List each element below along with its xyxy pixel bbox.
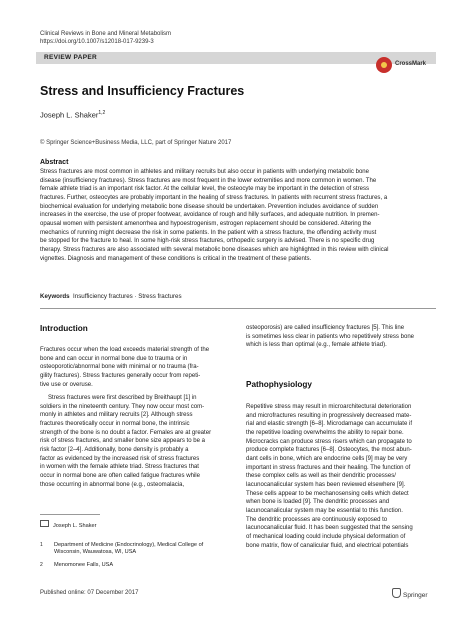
publisher-logo [392, 588, 428, 599]
text-line: produce complete fractures [6–8]. Osteocytes, the most abun- [246, 447, 412, 454]
published-date: Published online: 07 December 2017 [40, 590, 139, 596]
abstract-line: therapy. Stress fractures are also associated with several metabolic bone diseases which are highlighted in this review with clinical [40, 246, 389, 253]
section-label: REVIEW PAPER [44, 54, 97, 61]
journal-header [40, 30, 171, 46]
text-line: Fractures occur when the load exceeds material strength of the [40, 347, 210, 353]
footnote-line: Department of Medicine (Endocrinology), Medical College of [54, 542, 204, 548]
correspondence-line [40, 520, 97, 530]
abstract-line: increases in the exercise, the use of proper footwear, avoidance of rough and hilly surfaces, and adequate nutrition. In premen- [40, 212, 380, 219]
text-line: tive use or overuse. [40, 381, 93, 388]
text-line: the repetitive loading overwhelms the ability to repair bone. [246, 429, 404, 436]
publisher-name: Springer [403, 592, 428, 599]
correspondence-author: Joseph L. Shaker [53, 523, 97, 529]
text-line: osteoporotic/abnormal bone with minimal or no trauma (fra- [40, 364, 199, 371]
copyright-notice: © Springer Science+Business Media, LLC, part of Springer Nature 2017 [40, 140, 232, 146]
text-line: osteoporosis) are called insufficiency fractures [5]. This line [246, 325, 405, 331]
text-line: occur in normal bone are often called fatigue fractures while [40, 472, 200, 479]
keywords-text: Insufficiency fractures · Stress fractures [73, 293, 182, 300]
text-line: Repetitive stress may result in microarchitectural deterioration [246, 404, 412, 410]
abstract-line: biochemical evaluation for underlying metabolic bone disease should be undertaken. Prevention includes avoidance of sudden [40, 203, 379, 210]
abstract-heading: Abstract [40, 159, 69, 166]
author-line [40, 110, 105, 120]
text-line: soldiers in the nineteenth century. They now occur most com- [40, 403, 205, 410]
crossmark-badge[interactable] [376, 55, 436, 77]
footnote-line: Wisconsin, Wauwatosa, WI, USA [54, 549, 137, 556]
text-line: is sometimes less clear in patients who repetitively stress bone [246, 333, 415, 340]
abstract-line: be stopped for the fracture to heal. In some high-risk stress fractures, orthopedic surgery is advised. There is no specific drug [40, 238, 375, 245]
email-icon[interactable] [40, 520, 49, 527]
affiliation-marks: 1,2 [98, 110, 106, 116]
keywords-label: Keywords [40, 293, 70, 300]
text-line: lacunocanalicular system may be essential to this function. [246, 507, 403, 514]
text-line: strength of the bone is no doubt a factor. Females are at greater [40, 429, 212, 436]
text-line: important in stress fractures and their healing. The function of [246, 464, 411, 471]
text-line: and microfractures resulting in progressively decreased mate- [246, 412, 412, 419]
abstract-line: female athlete triad is an important risk factor. At the cellular level, the osteocyte may be important in the detection of stress [40, 186, 370, 193]
pathophysiology-paragraph [246, 403, 438, 550]
text-line: bone matrix, flow of canalicular fluid, and electrical potentials [246, 542, 409, 549]
abstract-line: disease (insufficiency fractures). Stress fractures are most frequent in the lower extremities and more common in women. The [40, 177, 377, 184]
text-line: dant cells in bone, which are endocrine cells [9] may be very [246, 455, 408, 462]
abstract-line: Stress fractures are most common in athletes and military recruits but also occur in patients with underlying metabolic bone [40, 169, 370, 175]
text-line: fractures theoretically occur in normal bone, the intrinsic [40, 420, 190, 427]
text-line: gility fractures). Stress fractures generally occur from repeti- [40, 372, 201, 379]
text-line: when bone is loaded [9]. The dendritic processes and [246, 499, 390, 506]
text-line: The dendritic processes are continuously exposed to [246, 516, 388, 523]
abstract-line: vignettes. Diagnosis and management of these conditions is critical in the treatment of these patients. [40, 255, 312, 262]
doi-link[interactable]: https://doi.org/10.1007/s12018-017-9239-3 [40, 39, 154, 45]
footnote-mark: 2 [40, 562, 43, 568]
text-line: those occurring in abnormal bone (e.g., osteomalacia, [40, 481, 185, 488]
pathophysiology-heading: Pathophysiology [246, 380, 312, 389]
abstract-line: opausal women with persistent amenorrhea and hypoestrogenism, estrogen replacement should be considered. Altering the [40, 220, 372, 227]
footnote-rule [40, 514, 100, 515]
text-line: in women with the female athlete triad. Stress fractures that [40, 464, 199, 471]
text-line: Microcracks can produce stress risers which can propagate to [246, 438, 412, 445]
intro-continued-paragraph [246, 324, 438, 350]
text-line: these complex cells as well as their dendritic processes/ [246, 473, 396, 480]
text-line: lacunocanalicular fluid. It has been suggested that the sensing [246, 525, 413, 532]
crossmark-label: CrossMark [395, 61, 427, 67]
text-line: risk factor [2–4]. Additionally, bone density is probably a [40, 446, 189, 453]
intro-paragraph-2 [40, 394, 232, 489]
abstract-body [40, 168, 436, 263]
text-line: which is less than optimal (e.g., female athlete triad). [246, 342, 387, 349]
footnote-line: Menomonee Falls, USA [54, 562, 114, 568]
abstract-line: mechanics of running might decrease the risk in some patients. In the patient with a stress fracture, the offending activity must [40, 229, 377, 236]
keywords-line [40, 293, 182, 300]
text-line: of mechanical loading could include physical deformation of [246, 533, 406, 540]
text-line: Stress fractures were first described by Breithaupt [1] in [48, 395, 197, 401]
text-line: monly in athletes and military recruits [2]. Although stress [40, 412, 193, 419]
intro-paragraph-1 [40, 346, 232, 389]
section-divider [40, 308, 436, 309]
text-line: These cells appear to be mechanosensing cells which detect [246, 490, 409, 497]
article-title: Stress and Insufficiency Fractures [40, 84, 245, 98]
crossmark-icon [376, 57, 392, 73]
footnote-1 [40, 542, 232, 556]
footnote-mark: 1 [40, 542, 43, 548]
introduction-heading: Introduction [40, 324, 88, 333]
text-line: lacunocanalicular system has been reviewed elsewhere [9]. [246, 481, 406, 488]
author-name[interactable]: Joseph L. Shaker [40, 110, 99, 120]
footnote-2 [40, 562, 232, 569]
text-line: bone and can occur in normal bone due to trauma or in [40, 355, 188, 362]
springer-horse-icon [392, 588, 401, 598]
journal-name: Clinical Reviews in Bone and Mineral Metabolism [40, 31, 172, 37]
abstract-line: fractures. Further, osteocytes are probably important in the healing of stress fractures. In patients with recurrent stress fractures, a [40, 194, 388, 201]
text-line: rial and elastic strength [6–8]. Microdamage can accumulate if [246, 421, 413, 428]
text-line: risk of stress fractures, and smaller bone size appears to be a [40, 438, 206, 445]
text-line: factor as evidenced by the increased risk of stress fractures [40, 455, 200, 462]
